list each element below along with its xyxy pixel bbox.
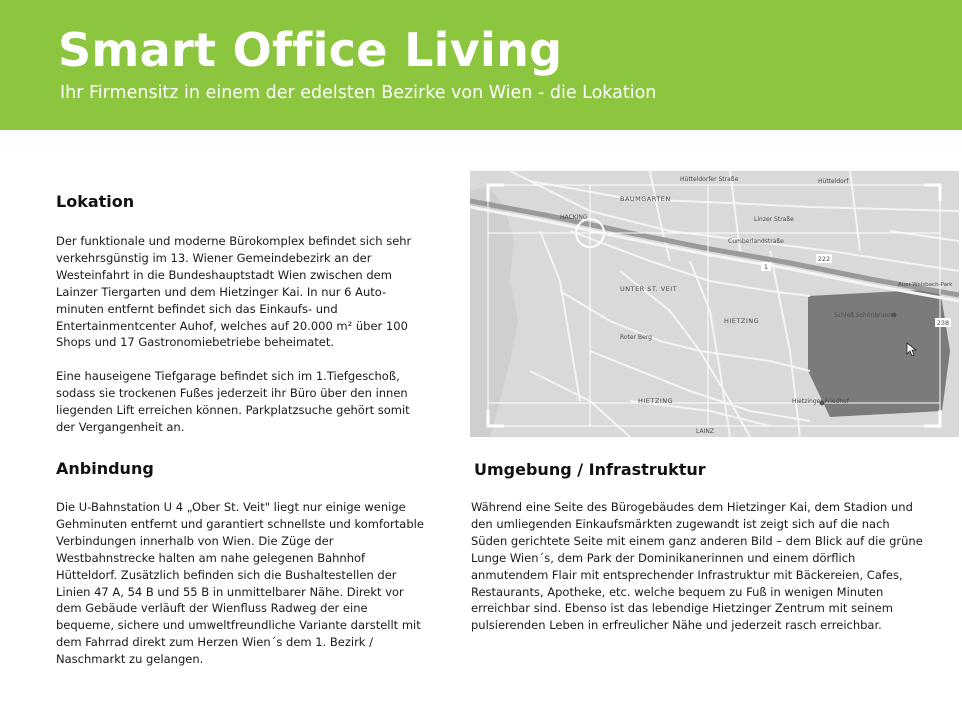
text-line: Die U-Bahnstation U 4 „Ober St. Veit" liegt nur einige wenige (56, 500, 406, 514)
text-line: verkehrsgünstig im 13. Wiener Gemeindebezirk an der (56, 250, 372, 265)
road-number: 238 (936, 319, 950, 327)
text-line: Shops und 17 Gastronomiebetriebe beheimatet. (56, 335, 335, 350)
map-label: Roter Berg (620, 334, 652, 341)
text-line: Lunge Wien´s, dem Park der Dominikanerinnen und einem dörflich (471, 550, 856, 565)
text-line: Verbindungen innerhalb von Wien. Die Züge der (56, 533, 334, 548)
map-label: Hütteldorfer Straße (680, 176, 739, 183)
map-label: Hietzinger Friedhof (792, 398, 849, 405)
map-label: Auer-Welsbach-Park (898, 282, 953, 288)
text-line: Westbahnstrecke halten am nahe gelegenen Bahnhof (56, 550, 366, 565)
umgebung-text (471, 499, 959, 634)
map-label: Hütteldorf (818, 178, 849, 185)
map-label: Cumberlandstraße (728, 238, 784, 245)
map-label: UNTER ST. VEIT (620, 285, 678, 293)
lokation-text (56, 233, 456, 436)
text-line: Naschmarkt zu gelangen. (56, 652, 204, 667)
text-line: liegenden Lift erreichen können. Parkplatzsuche gehört somit (56, 403, 410, 418)
text-line: bequeme, sichere und umweltfreundliche Variante darstellt mit (56, 618, 421, 633)
umgebung-heading: Umgebung / Infrastruktur (474, 460, 706, 479)
text-line: Hütteldorf. Zusätzlich befinden sich die Bushaltestellen der (56, 567, 397, 582)
text-line: Süden gerichtete Seite mit einem ganz anderen Bild – dem Blick auf die grüne (471, 533, 923, 548)
text-line: dem Fahrrad direkt zum Herzen Wien´s dem 1. Bezirk / (56, 635, 373, 650)
text-line: Eine hauseigene Tiefgarage befindet sich im 1.Tiefgeschoß, (56, 369, 400, 384)
map-label: LAINZ (696, 428, 714, 435)
road-number: 1 (763, 263, 769, 271)
text-line: pulsierenden Leben in erfreulicher Nähe und jederzeit rasch erreichbar. (471, 618, 882, 633)
text-line: dem Gebäude verläuft der Wienfluss Radweg der eine (56, 601, 368, 616)
text-line: erreichbar sind. Ebenso ist das lebendige Hietzinger Zentrum mit seinem (471, 601, 893, 616)
text-line: Während eine Seite des Bürogebäudes dem Hietzinger Kai, dem Stadion und (471, 500, 913, 514)
lokation-heading: Lokation (56, 192, 135, 211)
header-banner (0, 0, 962, 130)
map-label: BAUMGARTEN (620, 195, 671, 203)
text-line: den umliegenden Einkaufsmärkten zugewandt ist zeigt sich auf die nach (471, 516, 890, 531)
anbindung-text (56, 499, 461, 668)
anbindung-heading: Anbindung (56, 459, 154, 478)
text-line: der Vergangenheit an. (56, 420, 185, 435)
text-line: minuten entfernt befindet sich das Einkaufs- und (56, 301, 338, 316)
text-line: Der funktionale und moderne Bürokomplex befindet sich sehr (56, 234, 412, 248)
map-label: Schloß Schönbrunn (834, 312, 893, 319)
map-label: HIETZING (638, 397, 674, 405)
text-line: Lainzer Tiergarten und dem Hietzinger Kai. In nur 6 Auto- (56, 284, 387, 299)
page-title: Smart Office Living (58, 23, 563, 77)
location-map[interactable] (470, 171, 959, 437)
text-line: Linien 47 A, 54 B und 55 B in unmittelbarer Nähe. Direkt vor (56, 584, 404, 599)
text-line: Entertainmentcenter Auhof, welches auf 20.000 m² über 100 (56, 318, 408, 333)
text-line: Restaurants, Apotheke, etc. welche bequem zu Fuß in wenigen Minuten (471, 584, 884, 599)
map-graphic (470, 171, 959, 437)
map-label: HIETZING (724, 317, 760, 325)
text-line: Westeinfahrt in die Bundeshauptstadt Wien zwischen dem (56, 267, 392, 282)
text-line: anmutendem Flair mit entsprechender Infrastruktur mit Bäckereien, Cafes, (471, 567, 903, 582)
map-label: HACKING (560, 214, 588, 221)
poi-marker (892, 313, 897, 318)
map-label: Linzer Straße (754, 216, 794, 223)
page-subtitle: Ihr Firmensitz in einem der edelsten Bezirke von Wien - die Lokation (60, 83, 657, 103)
road-number: 222 (817, 255, 831, 263)
text-line: sodass sie trockenen Fußes jederzeit ihr Büro über den innen (56, 386, 408, 401)
text-line: Gehminuten entfernt und garantiert schnellste und komfortable (56, 516, 424, 531)
